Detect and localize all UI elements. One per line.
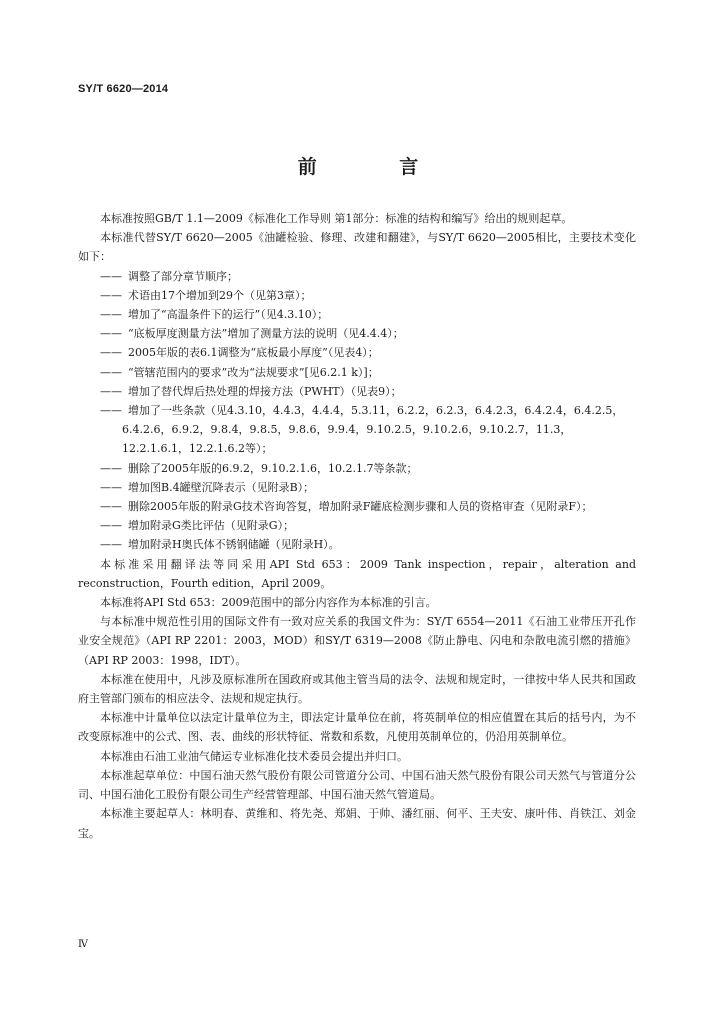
paragraph-drafting-rule: 本标准按照GB/T 1.1—2009《标准化工作导则 第1部分：标准的结构和编写》给出的规则起草。 <box>100 212 573 225</box>
dash-mark: —— <box>100 384 122 398</box>
change-item: —— 增加附录G类比评估（见附录G）； <box>100 516 636 535</box>
dash-mark: —— <box>100 538 122 552</box>
standard-code: SY/T 6620—2014 <box>78 83 169 95</box>
change-item: —— “底板厚度测量方法”增加了测量方法的说明（见4.4.4）； <box>100 324 636 343</box>
paragraph-replaces: 本标准代替SY/T 6620—2005《油罐检验、修理、改建和翻建》，与SY/T 6620—2005相比，主要技术变化如下： <box>78 231 636 264</box>
change-item: —— 调整了部分章节顺序； <box>100 267 636 286</box>
paragraph-drafters: 本标准主要起草人：林明春、黄维和、将先尧、郑娟、于帅、潘红丽、何平、王夫安、康叶伟、肖铁江、刘金宝。 <box>78 807 636 840</box>
change-item: —— 增加了一些条款（见4.3.10，4.4.3，4.4.4，5.3.11，6.2.2，6.2.3，6.4.2.3，6.4.2.4，6.4.2.5，6.4.2.6，6.9.2，9.8.4，9.8.5，9.8.6，9.9.4，9.10.2.5，9.10.2.6，9.10.2.7，11.3，12.2.1.6.1，12.2.1.6.2等）； <box>100 401 636 459</box>
change-item: —— 增加附录H奥氏体不锈钢储罐（见附录H）。 <box>100 535 636 554</box>
dash-mark: —— <box>100 480 122 494</box>
foreword-body <box>78 209 636 843</box>
dash-mark: —— <box>100 269 122 283</box>
change-item: —— “管辖范围内的要求”改为“法规要求”[见6.2.1 k）]； <box>100 363 636 382</box>
change-item: —— 术语由17个增加到29个（见第3章）； <box>100 286 636 305</box>
dash-mark: —— <box>100 288 122 302</box>
paragraph-units: 本标准中计量单位以法定计量单位为主，即法定计量单位在前，将英制单位的相应值置在其后的括号内，为不改变原标准中的公式、图、表、曲线的形状特征、常数和系数，凡使用英制单位的，仍沿用英制单位。 <box>78 711 636 744</box>
dash-mark: —— <box>100 327 122 341</box>
dash-mark: —— <box>100 404 122 418</box>
paragraph-drafting-units: 本标准起草单位：中国石油天然气股份有限公司管道分公司、中国石油天然气股份有限公司天然气与管道分公司、中国石油化工股份有限公司生产经营管理部、中国石油天然气管道局。 <box>78 768 636 802</box>
dash-mark: —— <box>100 346 122 360</box>
change-item: —— 增加图B.4罐壁沉降表示（见附录B）； <box>100 478 636 497</box>
dash-mark: —— <box>100 461 122 475</box>
change-item: —— 删除2005年版的附录G技术咨询答复，增加附录F罐底检测步骤和人员的资格审查（见附录F）； <box>100 497 636 516</box>
paragraph-adoption: 本标准采用翻译法等同采用API Std 653：2009 Tank inspection，repair，alteration and reconstruction，Fourth edition，April 2009。 <box>78 557 636 590</box>
dash-mark: —— <box>100 500 122 514</box>
change-item: —— 删除了2005年版的6.9.2，9.10.2.1.6，10.2.1.7等条款； <box>100 459 636 478</box>
change-item: —— 增加了“高温条件下的运行”（见4.3.10）； <box>100 305 636 324</box>
paragraph-regulations: 本标准在使用中，凡涉及原标准所在国政府或其他主管当局的法令、法规和规定时，一律按中华人民共和国政府主管部门颁布的相应法令、法规和规定执行。 <box>78 672 636 706</box>
paragraph-proposer: 本标准由石油工业油气储运专业标准化技术委员会提出并归口。 <box>100 749 408 763</box>
paragraph-introduction: 本标准将API Std 653：2009范围中的部分内容作为本标准的引言。 <box>100 596 437 610</box>
dash-mark: —— <box>100 365 122 379</box>
paragraph-normative-references: 与本标准中规范性引用的国际文件有一致对应关系的我国文件为：SY/T 6554—2011《石油工业带压开孔作业安全规范》（API RP 2201：2003，MOD）和SY/T 6319—2008《防止静电、闪电和杂散电流引燃的措施》（API RP 2003：1998，IDT）。 <box>78 615 636 667</box>
dash-mark: —— <box>100 519 122 533</box>
change-item: —— 2005年版的表6.1调整为“底板最小厚度”（见表4）； <box>100 343 636 362</box>
dash-mark: —— <box>100 308 122 322</box>
page-title: 前 言 <box>297 156 457 178</box>
change-item: —— 增加了替代焊后热处理的焊接方法（PWHT）（见表9）； <box>100 382 636 401</box>
page-number: Ⅳ <box>78 939 88 950</box>
